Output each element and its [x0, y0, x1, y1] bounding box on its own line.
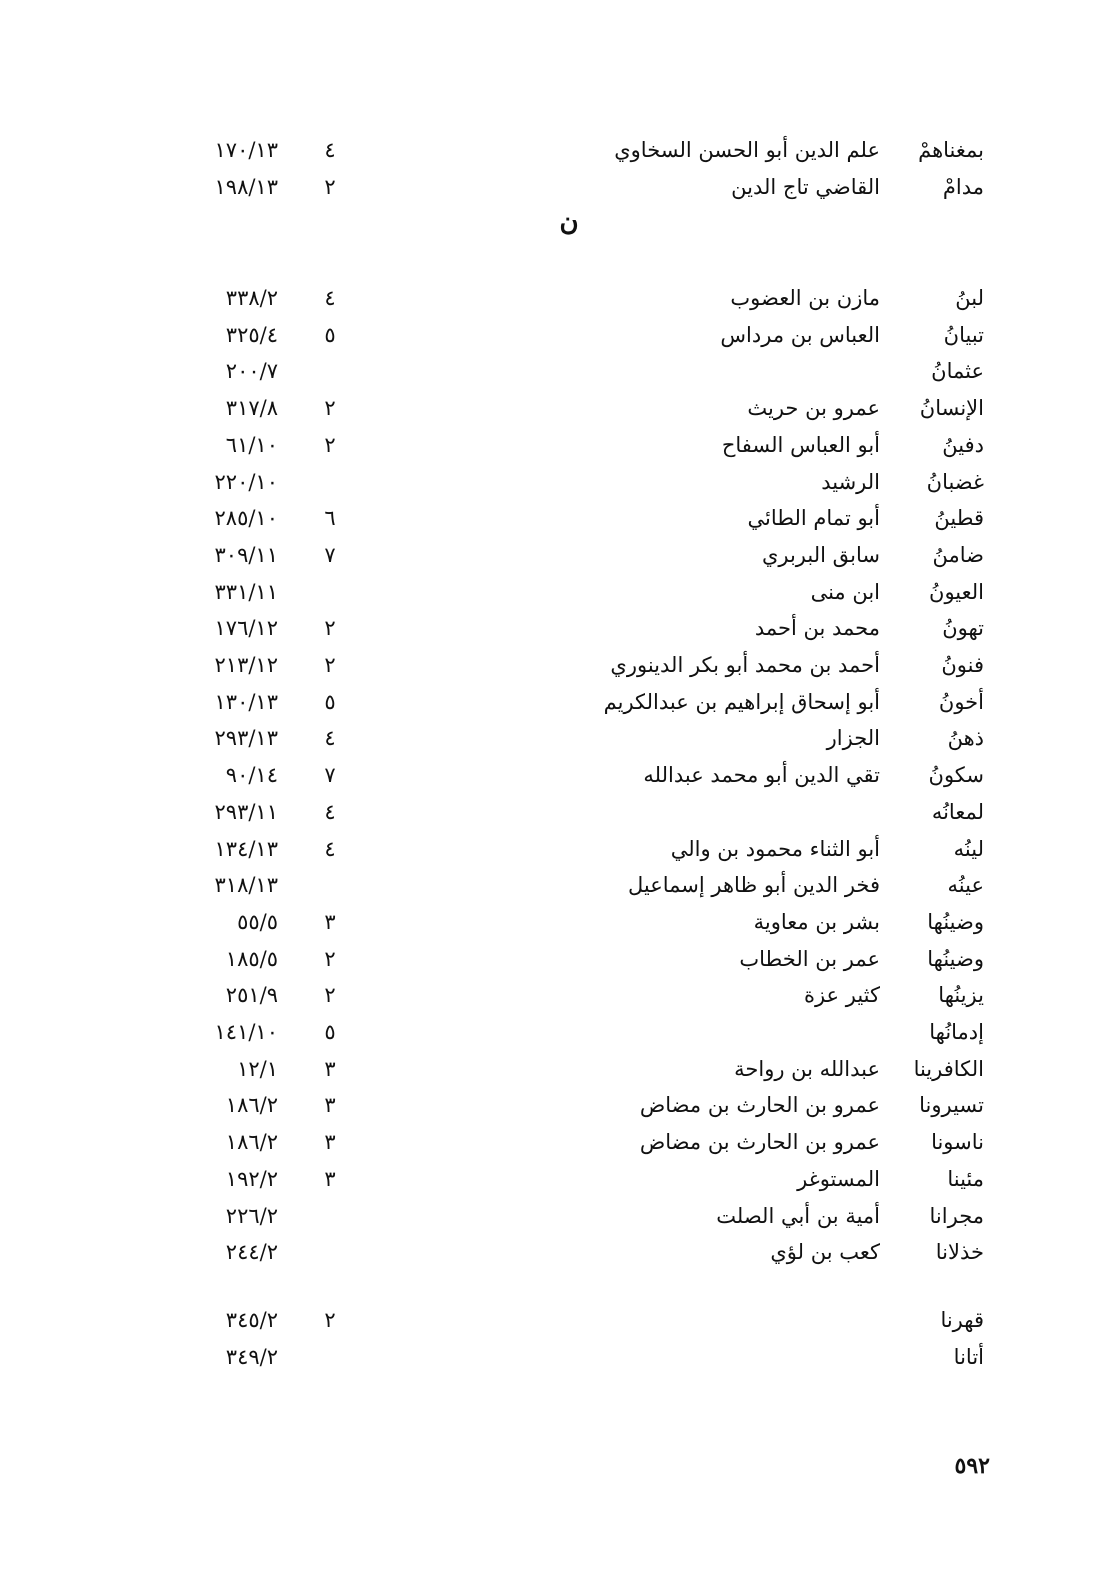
index-row: [0, 280, 1118, 316]
index-row: [0, 720, 1118, 756]
entry-word: غضبانُ: [926, 469, 984, 494]
page-number: ٥٩٢: [954, 1453, 990, 1479]
entry-word: أخونُ: [938, 689, 984, 714]
entry-word: العيونُ: [929, 579, 984, 604]
entry-verse-count: ٢: [324, 983, 336, 1008]
entry-reference: ١٩٢/٢: [225, 1166, 278, 1191]
index-row: [0, 1161, 1118, 1197]
entry-poet: أبو تمام الطائي: [747, 506, 880, 531]
index-row: [0, 353, 1118, 389]
index-row: [0, 1087, 1118, 1123]
entry-word: ناسونا: [931, 1130, 984, 1155]
entry-reference: ٢٠٠/٧: [225, 359, 278, 384]
entry-poet: كعب بن لؤي: [770, 1240, 880, 1265]
entry-poet: عبدالله بن رواحة: [734, 1056, 880, 1081]
entry-poet: أحمد بن محمد أبو بكر الدينوري: [610, 653, 880, 677]
entry-verse-count: ٣: [324, 909, 336, 934]
entry-word: لبنُ: [955, 286, 984, 310]
entry-word: تسيرونا: [919, 1093, 984, 1118]
entry-reference: ٥٥/٥: [237, 909, 278, 934]
entry-poet: العباس بن مرداس: [720, 322, 880, 347]
index-row: [0, 500, 1118, 536]
entry-reference: ٣١٨/١٣: [214, 873, 278, 898]
entry-poet: القاضي تاج الدين: [731, 174, 880, 199]
entry-verse-count: ٣: [324, 1130, 336, 1155]
entry-reference: ١٣٠/١٣: [214, 689, 278, 714]
entry-reference: ١٣٤/١٣: [214, 836, 278, 861]
index-row: [0, 1198, 1118, 1234]
index-row: [0, 169, 1118, 205]
entry-word: مئينا: [947, 1166, 984, 1191]
entry-word: تهونُ: [942, 616, 984, 641]
entry-reference: ١٧٠/١٣: [214, 138, 278, 162]
entry-reference: ١٨٦/٢: [225, 1093, 278, 1118]
entry-verse-count: ٢: [324, 946, 336, 971]
index-row: [0, 610, 1118, 646]
index-row: [0, 1051, 1118, 1087]
entry-word: تبيانُ: [943, 322, 984, 347]
entry-poet: فخر الدين أبو ظاهر إسماعيل: [627, 873, 880, 898]
entry-reference: ١٩٨/١٣: [214, 174, 278, 199]
entry-reference: ١٨٦/٢: [225, 1130, 278, 1155]
entry-verse-count: ٢: [324, 174, 336, 199]
entry-verse-count: ٣: [324, 1166, 336, 1191]
entry-reference: ٢٨٥/١٠: [214, 506, 278, 531]
entry-reference: ٢٩٣/١١: [214, 799, 278, 824]
entry-reference: ٢١٣/١٢: [214, 653, 278, 677]
entry-verse-count: ٢: [324, 653, 336, 677]
entry-poet: بشر بن معاوية: [753, 909, 880, 934]
entry-word: لينُه: [953, 836, 984, 861]
entry-verse-count: ٧: [324, 542, 336, 567]
entry-verse-count: ٤: [324, 836, 336, 861]
entry-reference: ٢٤٤/٢: [225, 1240, 278, 1265]
index-row: [0, 1014, 1118, 1050]
index-row: [0, 867, 1118, 903]
entry-reference: ١٨٥/٥: [225, 946, 278, 971]
index-row: [0, 684, 1118, 720]
entry-poet: عمرو بن الحارث بن مضاض: [639, 1093, 880, 1118]
entry-reference: ٢٢٦/٢: [225, 1203, 278, 1228]
entry-word: وضينُها: [927, 909, 984, 934]
entry-verse-count: ٥: [324, 1020, 336, 1044]
entry-word: سكونُ: [928, 763, 984, 788]
entry-verse-count: ٤: [324, 286, 336, 310]
entry-reference: ٦١/١٠: [225, 432, 278, 457]
entry-reference: ٣٠٩/١١: [214, 542, 278, 567]
entry-reference: ٣١٧/٨: [225, 396, 278, 421]
index-row: [0, 574, 1118, 610]
entry-word: قهرنا: [940, 1308, 984, 1332]
entry-word: إدمانُها: [929, 1020, 984, 1044]
index-row: [0, 941, 1118, 977]
entry-word: بمغناهمْ: [918, 138, 984, 162]
entry-poet: محمد بن أحمد: [754, 616, 880, 641]
entry-poet: تقي الدين أبو محمد عبدالله: [643, 763, 880, 788]
entry-word: لمعانُه: [931, 799, 984, 824]
entry-word: أتانا: [953, 1344, 984, 1369]
entry-reference: ١٧٦/١٢: [214, 616, 278, 641]
entry-word: الإنسانُ: [919, 396, 984, 421]
entry-verse-count: ٢: [324, 396, 336, 421]
entry-reference: ٩٠/١٤: [225, 763, 278, 788]
entry-poet: عمرو بن الحارث بن مضاض: [639, 1130, 880, 1155]
entry-reference: ٣٣٨/٢: [225, 286, 278, 310]
index-row: [0, 132, 1118, 168]
entry-word: فنونُ: [941, 653, 984, 677]
entry-poet: المستوغر: [797, 1166, 880, 1191]
entry-word: عينُه: [947, 873, 984, 898]
entry-poet: أبو إسحاق إبراهيم بن عبدالكريم: [603, 689, 880, 714]
index-row: [0, 647, 1118, 683]
entry-word: يزينُها: [938, 983, 984, 1008]
entry-poet: عمر بن الخطاب: [739, 946, 880, 971]
entry-word: مدامْ: [942, 174, 984, 199]
entry-verse-count: ٣: [324, 1056, 336, 1081]
entry-word: عثمانُ: [931, 359, 984, 384]
section-letter-heading: ن: [559, 207, 579, 237]
index-row: [0, 427, 1118, 463]
entry-reference: ٣٤٩/٢: [225, 1344, 278, 1369]
entry-verse-count: ٤: [324, 138, 336, 162]
entry-poet: أمية بن أبي الصلت: [716, 1203, 880, 1228]
entry-poet: علم الدين أبو الحسن السخاوي: [614, 138, 880, 162]
entry-verse-count: ٥: [324, 322, 336, 347]
index-row: [0, 390, 1118, 426]
entry-reference: ٣٢٥/٤: [225, 322, 278, 347]
entry-verse-count: ٢: [324, 432, 336, 457]
entry-reference: ٣٣١/١١: [214, 579, 278, 604]
entry-word: ضامنُ: [932, 542, 984, 567]
entry-poet: مازن بن العضوب: [730, 286, 880, 310]
entry-verse-count: ٥: [324, 689, 336, 714]
entry-reference: ٢٩٣/١٣: [214, 726, 278, 751]
entry-verse-count: ٣: [324, 1093, 336, 1118]
entry-poet: ابن منى: [810, 579, 880, 604]
entry-poet: الجزار: [826, 726, 880, 751]
index-row: [0, 831, 1118, 867]
entry-poet: سابق البربري: [761, 542, 880, 567]
entry-verse-count: ٦: [324, 506, 336, 531]
entry-word: دفينُ: [942, 432, 984, 457]
index-row: [0, 537, 1118, 573]
entry-word: قطينُ: [934, 506, 984, 531]
index-row: [0, 464, 1118, 500]
index-row: [0, 1124, 1118, 1160]
index-row: [0, 1339, 1118, 1375]
index-row: [0, 977, 1118, 1013]
entry-verse-count: ٢: [324, 1308, 336, 1332]
entry-verse-count: ٤: [324, 799, 336, 824]
entry-reference: ٢٥١/٩: [225, 983, 278, 1008]
entry-word: الكافرينا: [913, 1056, 984, 1081]
entry-poet: أبو الثناء محمود بن والي: [670, 836, 880, 861]
entry-reference: ٢٢٠/١٠: [214, 469, 278, 494]
index-row: [0, 794, 1118, 830]
entry-verse-count: ٧: [324, 763, 336, 788]
entry-poet: كثير عزة: [803, 983, 880, 1008]
entry-reference: ١٤١/١٠: [214, 1020, 278, 1044]
index-row: [0, 1302, 1118, 1338]
entry-word: ذهنُ: [947, 726, 984, 751]
index-row: [0, 757, 1118, 793]
entry-word: مجرانا: [929, 1203, 984, 1228]
entry-poet: أبو العباس السفاح: [721, 432, 880, 457]
entry-poet: الرشيد: [821, 469, 880, 494]
entry-verse-count: ٢: [324, 616, 336, 641]
entry-word: خذلانا: [935, 1240, 984, 1265]
index-row: [0, 317, 1118, 353]
index-row: [0, 904, 1118, 940]
index-row: [0, 1234, 1118, 1270]
entry-verse-count: ٤: [324, 726, 336, 751]
entry-word: وضينُها: [927, 946, 984, 971]
entry-poet: عمرو بن حريث: [747, 396, 880, 421]
entry-reference: ٣٤٥/٢: [225, 1308, 278, 1332]
entry-reference: ١٢/١: [237, 1056, 278, 1081]
